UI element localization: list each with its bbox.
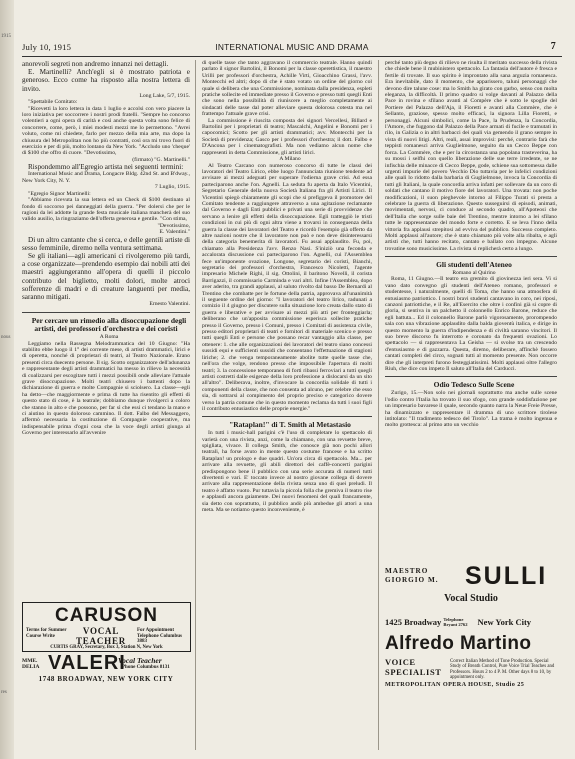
ad-martino-address: METROPOLITAN OPERA HOUSE, Studio 25 <box>385 681 525 688</box>
letter-body: "Abbiamo ricevuta la sua lettera ed un Check di $100 destinato al fondo di soccorso pei danneggiati della guerra. "Per dolersi che per le ragioni da lei addotte la grande festa musicale italiana mancherà del suo valido ausilio, la ringraziamo dell'offerta generosa e gentile. "Con stima, <box>22 197 190 223</box>
ad-address: CURTIS GRAY, Secretary, Box 3, Station N, New York <box>50 645 163 650</box>
article-heading: Per cercare un rimedio alla disoccupazione degli artisti, dei professori d'orchestra e dei coristi <box>31 315 187 334</box>
ad-prefix <box>385 567 439 585</box>
paragraph: In tutti i music-hall parigini c'è l'uso di completare lo spettacolo di varietà con una rivista, anzi, come la chiamano, con una revuette breve, spigliata, vivace. Il collega Smith, che conosce già non pochi allori teatrali, ha forse avuto in mente questo costume francese e ha scritto Rataplan! un prologo e due quadri. Un'ora circa di spettacolo. Ma... per arrivare alla revuette, gli abili direttori dei caffè-concerti parigini predispongono bene il pubblico con una serie accurata di numeri tutti divertenti e vari. E' toccato invece al nostro giovane collega di dovere arrivare alla rappresentazione della rivista senza uno di quei preludi. Il teatro è affatto vuoto. Pur tuttavia la piccola folla che gremiva il teatro rise e applaudì ancora gaiamente. Dei nuovi fenomeni del quali francamente, sia detto con soprattutto, il pubblico andò più ambedue gli attori a una meta. Ma se notiamo questo inconveniente, è <box>202 430 372 514</box>
ad-title: Vocal Studio <box>444 593 498 604</box>
letter-date: 7 Luglio, 1915. <box>154 184 190 191</box>
column-2 <box>202 60 372 513</box>
paragraph: di quelle tasse che tanto aggravano il commercio teatrale. Hanno quindi parlato il signor Bartolini, il Bonomi per la classe operettistica, il maestro Urilli per professori d'orchestra, Achille Virti, Gioacchino Grassi, l'avv. Montecchi ed altri; dopo di che è stato votato un ordine del giorno col quale si delibera che una Commissione, nominata dalla presidenza, espleti pratiche sollecite ed immediate presso il Governo e presso tutti quegli Enti che sono nella possibilità di riuniscere a meglio completamente ai sindacati delle tasse dal poter alleviare questa dolorosa cotesta ma nel frattempo l'attuale grave crisi. <box>202 60 372 118</box>
letter-address: International Music and Drama, Longacre Bldg. 42nd St. and B'dway., New York City, N. Y. <box>22 171 190 184</box>
ad-title-line: VOCAL <box>82 626 120 636</box>
section-rule <box>22 312 190 313</box>
ad-name: VALERI <box>48 652 126 674</box>
gutter-text: res <box>1 690 7 695</box>
paragraph: anorevoli segreti non andremo innanzi nei dettagli. <box>22 60 169 68</box>
section-rule <box>385 376 557 377</box>
column-divider <box>378 60 379 750</box>
paragraph: Rispondemmo all'Egregio artista nei seguenti termini: <box>28 163 184 172</box>
gutter-text: 1915 <box>1 34 11 39</box>
page-header <box>22 40 562 56</box>
ad-title-line: VOICE <box>385 657 416 667</box>
ad-valeri <box>22 652 190 684</box>
page-number: 7 <box>550 41 556 52</box>
ad-prefix: MME. DELIA <box>22 658 40 670</box>
letter-signature: (firmato) "G. Martinelli." <box>132 156 190 163</box>
issue-date: July 10, 1915 <box>22 42 72 52</box>
paragraph: Leggiamo nella Rassegna Melodrammatica del 10 Giugno: "Ha stabilito ebbe luogo il 1° dei corrente mese, di artisti drammatici, lirici e di operetta, nonché di proprietari di teatri, al Teatro Nazionale. Erano presenti circa duecento persone. Il sig. Scotto organizzatore dell'adunanza e rappresentante degli artisti drammatici ha messo in rilievo la necessità di coalizzarsi per escogitare tutti i mezzi possibili onde alleviare l'attuale grave disoccupazione. Molti teatri chiusero i battenti dopo la dichiarazione di guerra e molte Compagnie si sciolsero. La classe—egli ha detto—che maggiormente e prima di tutte ha risentito gli effetti di questo stato di cose, è la teatrale; dobbiamo dunque rivolgerci a coloro che stanno in alto e che possono, per far sì che essi ci tendano la mano e ci aiutino in questo doloroso cammino. Il dott. Falbo del Messaggero, affermò necessaria la costituzione di Compagnie cooperative, ma indispensabile prima d'ogni cosa che la voce degli artisti giunga al Governo per interessarlo all'avvenire <box>22 340 191 437</box>
letter-date: Long Lake, 5/7, 1915. <box>139 92 190 99</box>
article-heading: Gli studenti dell'Ateneo <box>436 260 512 270</box>
section-rule <box>385 256 557 257</box>
ad-martino-name: Alfredo Martino <box>385 633 532 654</box>
paragraph: La commissione è riuscita composta dei signori Vercellesi, Billard e Bartolini per i proprietari di teatro; Mascalchi, Angelini e Bonomi per i capocomici; Scotto per gli artisti drammatici; avv. Montecchi per la Società di previdenza; Gasco per i professori d'orchestra; il dott. Falbo e D'Ancona per i cinematografisti. Ma non vediamo alcun nome che rappresenti in detta Commissione, gli artisti lirici. <box>202 117 372 156</box>
ad-title: Vocal Teacher <box>118 656 162 665</box>
author-signature: Ernesto Valentini. <box>149 301 190 308</box>
letter-signature: E. Valentini." <box>159 229 190 236</box>
letter-body: "Ricevetti la loro lettera in data 1 luglio e accolsi con vero piacere la loro iniziativa per soccorrere i nostri prodi fratelli. "Sempre ho concorso volentieri a ogni opera di carità e così anche questa volta sono felice di concorrere, come, però, i miei modesti mezzi me lo permettono. "Avrei voluto, come mi chiedete, farlo per mezzo della mia arte, ma dopo la chiusura del Metropolitan non ho più contratti, così ora mi trovo fuori di esercizio e per di più, molto lontano da New York. "Accludo uno 'cheque' di $100 che offro di cuore. "Devotissimo, <box>22 105 190 157</box>
ad-martino-title <box>385 658 445 677</box>
ad-caruso <box>22 602 191 652</box>
ad-phone: Telephone Bryant 2762 <box>443 617 468 628</box>
ad-address: 1748 BROADWAY, NEW YORK CITY <box>38 675 174 683</box>
masthead-title: INTERNATIONAL MUSIC AND DRAMA <box>215 42 369 52</box>
ad-sulli-address <box>385 617 557 628</box>
ad-martino-description: Correct Italian Method of Tone Production. Special Study of Breath Control, Pure Voice Trial Teaches and Professors. Hours 2 to 4 P. M. Other days 8 to 10, by appointment only. <box>450 659 555 681</box>
paragraph: Di un altro cantante che si cerca, e delle gentili artiste di sesso femminile, diremo nella ventura settimana. <box>22 235 190 252</box>
paragraph: E. Martinelli? Anch'egli si è mostrato patriota e generoso. Ecco come ha risposto alla nostra lettera di invito. <box>22 68 190 93</box>
binding-gutter <box>0 0 14 759</box>
column-3 <box>385 60 557 555</box>
article-heading: Odio Tedesco Sulle Scene <box>433 380 515 390</box>
ad-prefix-line: MAESTRO <box>385 567 429 575</box>
ad-title <box>71 627 131 646</box>
article-subheading: Romano al Quirino <box>452 269 496 276</box>
paragraph: Al Teatro Carcano con numeroso concorso di tutte le classi dei lavoratori del Teatro Lirico, ebbe luogo l'annunciata riunione tendente ad avvisare ai mezzi adeguati per superare l'odierna grave crisi. Ad essa parteciparono anche l'on. Agnelli. La seduta fu aperta da Italo Vicentini, Segretario Generale della nuova Società Italiana fra gli Artisti Lirici. Il Vicentini spiegò chiaramente gli scopi che si prefiggeva il promotore del Comitato tendente a raggiungere attraverso a una agitazione reclamante dal Governo e dagli Enti pubblici e privati una serie di provvidenze che servano a lenire gli effetti della disoccupazione. Egli tratteggiò le tristi condizioni in cui più di ogni altra viene a trovarsi in conseguenza della guerra la classe dei lavoratori del Teatro e ricordò l'esempio già offerto da altre nazioni nostre che il lavoratore non può e non deve disinteressarsi della categoria benemerita di lavoratori. Fu assai applaudito. Fu, poi, chiamato alla Presidenza l'avv. Renzo Nasi. S'iniziò una feconda e accalorata discussione cui parteciparono l'on. Agnelli, cui l'Assemblea fece un'imponente ovazione, Longone, segretario dei coristi, Bianchi, segretario dei professori d'orchestra, Francesco Nicoletti, l'agente impresario Michele Righi, il sig. Ottolini, il baritono Novelli, il corista Barrigazzi, il commissario Carminda e vari altri. Infine l'Assemblea, dopo aver aderito, tra grandi applausi, al saluto rivolto dal basso De Bernardi al Trentino che combatte per le fortune della patria, approvava all'unanimità il seguente ordine del giorno: "I lavoratori del teatro lirico, radunati a comizio il 4 giugno per discutere sulla situazione loro creata dallo stato di guerra e liberative e per avvisare ai mezzi più atti per fronteggiarla; deliberano che un'apposita commissione esperisca sollecite pratiche presso il Governo, presso i Comuni, presso i Comitati di assistenza civile, presso editori proprietari di teatri e fornitori di materiale scenico e presso tutti quegli Enti e persone che possano recar vantaggio alla classe, per ottenere: 1. che alle organizzazioni dei lavoratori del teatro siano concessi sussidi equi e sufficienti sussidi che consentano l'effettuazione di stagioni liriche; 2. che venga temporaneamente abolite tutte quelle tasse che, nell'ora che volge, rendono presso che impossibile l'apertura di molti teatri; 3. la concessione temporanea di forti ribassi ferroviari a tutti quegli artisti costretti dalle esigenze della loro professione a dislocarsi da un sito all'altro". Deliberava, inoltre, d'invocare la concordia solidale di tutti i componenti della classe, che non consenta ad alcuno, per celebre che esso sia, di sottrarsi al compimento del proprio preciso e categorico dovere verso la patria comune che in questo momento reclama da tutti i suoi figli il contributo entusiastico delle proprie energie." <box>202 162 372 412</box>
paragraph: Zurigo, 15.—Non solo nei giornali soprattutto ma anche sulle scene l'odio contro l'Italia ha trovato il suo sfogo, con grande soddisfazione per un impresario bavarese il quale, secondo quanto narra la Neue Freie Presse, ha dinamizzato e rappresentare il dramma di uno scrittore tirolese intitolato: "Il tradimento tedesco del Tirolo". La trama è molto ingenua e molto grottesca: al primo atto un vecchio <box>385 390 557 429</box>
ad-name: CARUSON <box>54 605 159 626</box>
paragraph: perché tanto più degno di rilievo ne risulta il meritato successo della rivista che chiede bene il mubinistero spettacolo. La fantasia dell'autore è fresca e fertile di trovate. Il suo spirito è improntato alla sana arguzia romanesca. Era inevitabile, dato il momento, che apparissero, taluni personaggi che devono dire talune cose: ma lo Smith ha girato con garbo, senso con molta eleganza, la difficoltà. Il primo quadro si volge davanti al Palazzo della Pace in rovina e sfilano avanti al Compère che è sotto le spoglie del Portiere del Palazzo dell'Aja, il Fioretti e avanti alla Commère, che è Sellanto, graziose, spesso molto efficaci, la signora Lilla Fioretti, e personaggi. Alcuni simbolici, come la Pace, la Prudenza, la Concordia, l'Amore, che fuggono dal Palazzo della Pace armati di fucile e tramutati in rilo, in Galizia o in altri barbacci dei quali via gemendo il grano sempre in vista di nuovi litigi. Altri, reali, assai improvisi: perché, contrario farà che teppisti romanesci arriva Guglielmone, seguito da un Cecco Beppe con forca. La Commère, che e per la circostanza una popolana trasteverina, ha su mossi i selfhi con quello liberazione delle sue terre irredente, se ne infischia delle minacce di Cecco Beppe, gode, schiene sua sottomessa dalle urgenti impurie del povero Vecchio Dio tuttavia per le infelici condizioni alle quali lo ridotto dalla barbaria di Guglielmone, invoca la Concordia di tutti gli Italiani, la quale concordia arriva infatti per sollevare da un coro di soldati che cantano il motivo fiore del lavoratori. Una trovata: non poche modificazioni, il suon pieghevole intorno al Filippo Turati si presta a celebrare la guerra di liberazione. Questo susseguirsi di episodi, animati, movimentati, nervosi, ci conduce al secondo quadro, all'Apoteosi che dell'Italia che sorge sulle baie del Trentino, mentre intorno a lei sfilano tutte le rappresentanze del mondo forte e corretto. E se leva l'inno della vittoria fra applausi strepitosi ad evviva del pubblico. Successo completo. Molti applausi all'autore; che è stato chiamato più volte alla ribalta, e agli artisti che, tutti hanno recitato, cantato e ballato con impegno. Alcune trovatine sono musicissime. La rivista si replicherà certo a lungo. <box>385 60 557 252</box>
column-1 <box>22 60 190 437</box>
ad-phone: For Appointment Telephone Columbus 3883 <box>137 628 182 644</box>
paragraph: Se gli italiani—agli americani ci rivolgeremo più tardi, a cose organizzate—prendendo esempio dai nobili atti dei maestri aggiungeranno all'opera di quelli il piccolo contributo del biglietto, molti dolori, molte atroci sofferenze di madri e di creature languenti per media, saranno mitigati. <box>22 251 190 301</box>
ad-terms: Terms for Summer Course Write <box>26 628 67 639</box>
article-subheading: A Milano <box>279 156 301 163</box>
gutter-text: nous <box>1 335 11 340</box>
ad-city: New York City <box>477 617 532 627</box>
article-heading: "Rataplan!" di T. Smith al Metastasio <box>229 420 351 430</box>
ad-address: 1425 Broadway <box>385 617 442 627</box>
ad-name: SULLI <box>465 562 548 590</box>
ad-title-line: SPECIALIST <box>385 666 442 677</box>
paragraph: Roma, 11 Giugno.—Il teatro era gremito di giovinezza ieri sera. Vi si vano dato convegno gli studenti dell'Ateneo romano, professori e studentesse, i naturalmente, quelli di Toma, che hanno una atmosfera di entusiasmo patriottico. I nostri bravi studenti cantavano in coro, nei riposi, canzoni patriottiche, e il Re, all'Esercito che oltre i confini già si copre di gloria, si sentiva in un palchetto il colonnello Enrico Barone, reduce che egli battuta... Ed il colonnello Barone parlò vigorosamente, prorompendo sala con una vibrazione applaudito dalla balda gioventù italica, e dirige in questo momento la guerra d'indipendenza e di civiltà saranno vincitori. Il suo breve discorso fu interrotto e coronato da frequenti ovazioni. Lo spettacolo — si rappresentava La Geisha — si svolse tra un crescendo d'entusiasmo e di gazzarra. Questa, diremo, deliberare, affinchè fossero cantati completi del circo, sognati tutti al momento presente. Non occorre dire che gli interpreti furono festeggiatissimi. Molti applausi oltre l'allegro Riuh, che dice con impeto Il saluto all'Italia del Carducci. <box>385 276 557 373</box>
column-divider <box>195 60 196 750</box>
section-rule <box>202 416 372 417</box>
ad-sulli <box>385 563 557 613</box>
ad-prefix-line: GIORGIO M. <box>385 576 439 584</box>
letter-salutation: "Egregio Signor Martinelli: <box>28 190 91 197</box>
ad-phone: Phone Columbus 8131 <box>122 665 170 670</box>
article-subheading: A Roma <box>99 334 119 341</box>
ad-title-line: TEACHER <box>75 635 127 646</box>
letter-signature: "Devotissimo, <box>157 222 190 229</box>
header-rule <box>22 56 562 57</box>
letter-salutation: "Spettabile Comitato: <box>28 99 78 106</box>
